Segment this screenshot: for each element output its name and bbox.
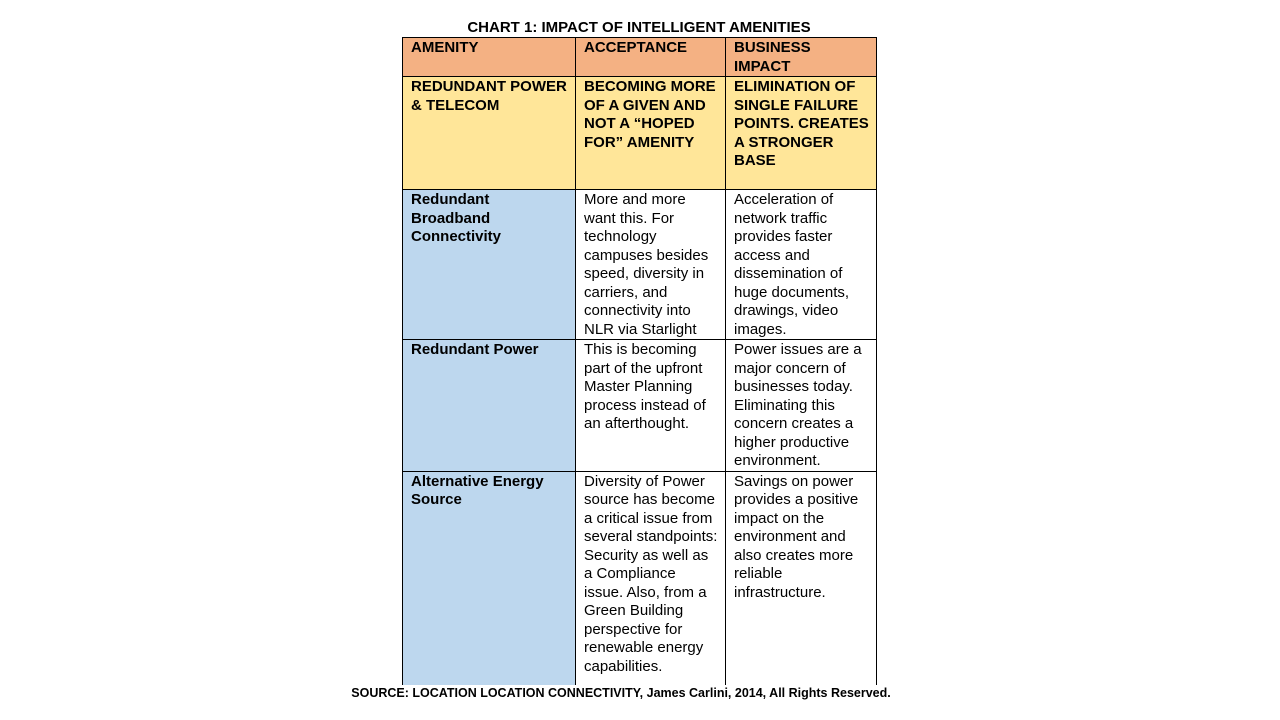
impact-cell: Acceleration of network traffic provides faster access and dissemination of huge documents, drawings, video images. [726,190,877,340]
table-row [403,471,877,693]
acceptance-cell: Diversity of Power source has become a critical issue from several standpoints: Security as well as a Compliance issue. Also, from a Green Building perspective for renewable energy capabilities. [576,471,726,693]
column-header-amenity: AMENITY [403,38,576,77]
amenity-cell: Alternative Energy Source [403,471,576,693]
acceptance-cell: More and more want this. For technology campuses besides speed, diversity in carriers, and connectivity into NLR via Starlight [576,190,726,340]
impact-cell: Savings on power provides a positive impact on the environment and also creates more reliable infrastructure. [726,471,877,693]
impact-cell: Power issues are a major concern of businesses today. Eliminating this concern creates a higher productive environment. [726,340,877,472]
chart-title: CHART 1: IMPACT OF INTELLIGENT AMENITIES [467,19,811,36]
amenity-cell: REDUNDANT POWER & TELECOM [403,77,576,190]
table-header-row [403,38,877,77]
column-header-business-impact: BUSINESS IMPACT [726,38,877,77]
table-row [403,190,877,340]
acceptance-cell: BECOMING MORE OF A GIVEN AND NOT A “HOPED FOR” AMENITY [576,77,726,190]
amenity-cell: Redundant Broadband Connectivity [403,190,576,340]
amenities-table [402,37,877,694]
table-row [403,340,877,472]
table-row-highlight [403,77,877,190]
acceptance-cell: This is becoming part of the upfront Master Planning process instead of an afterthought. [576,340,726,472]
column-header-acceptance: ACCEPTANCE [576,38,726,77]
amenity-cell: Redundant Power [403,340,576,472]
source-caption: SOURCE: LOCATION LOCATION CONNECTIVITY, James Carlini, 2014, All Rights Reserved. [0,685,1242,701]
impact-cell: ELIMINATION OF SINGLE FAILURE POINTS. CREATES A STRONGER BASE [726,77,877,190]
